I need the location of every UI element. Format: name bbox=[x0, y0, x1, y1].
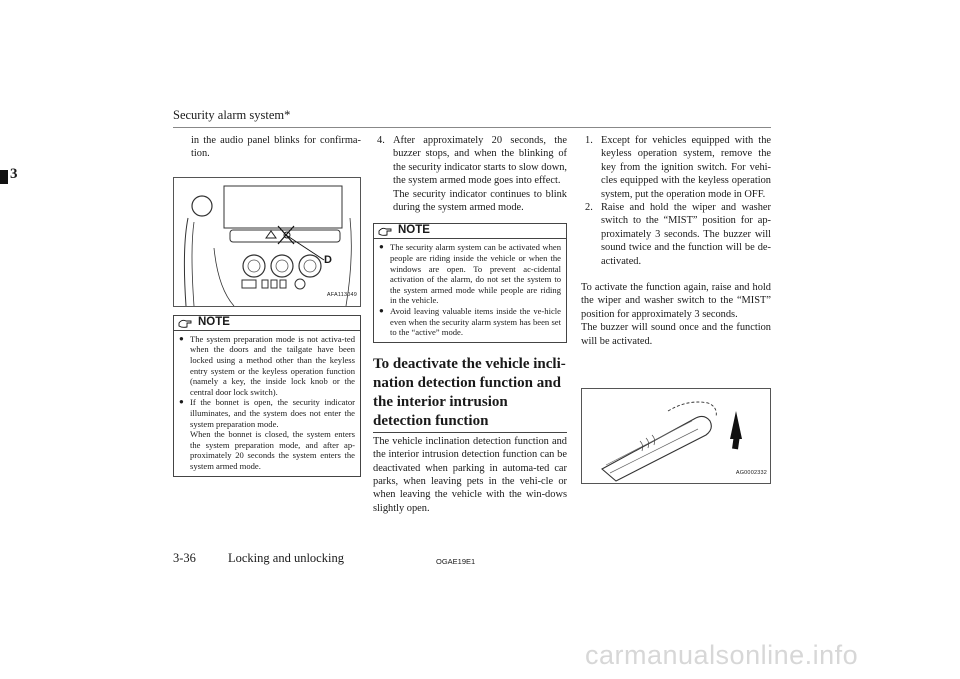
column-3 bbox=[581, 134, 771, 484]
step-number: 4. bbox=[377, 135, 385, 146]
note-title: NOTE bbox=[398, 224, 430, 237]
page-number: 3-36 bbox=[173, 551, 196, 565]
header-rule bbox=[173, 127, 771, 128]
figure-callout-d: D bbox=[324, 253, 332, 266]
hand-note-icon bbox=[178, 318, 192, 329]
note-bullet-continuation: When the bonnet is closed, the system enters the system preparation mode, and after ap-proximately 20 seconds the system enters the system armed mode. bbox=[190, 429, 355, 471]
dashboard-figure bbox=[173, 177, 361, 307]
bullet-icon: ● bbox=[379, 306, 384, 315]
step-text: After approximately 20 seconds, the buzzer stops, and when the blinking of the security indicator starts to slow down, the system armed mode goes into effect. bbox=[393, 135, 567, 187]
page-header: Security alarm system* bbox=[173, 108, 291, 122]
note-bullet bbox=[179, 397, 355, 471]
column-2 bbox=[373, 134, 567, 515]
watermark: carmanualsonline.info bbox=[585, 640, 859, 670]
note-body bbox=[174, 331, 360, 476]
note-header bbox=[174, 316, 360, 331]
chapter-tab-marker bbox=[0, 170, 8, 184]
hand-note-icon bbox=[378, 226, 392, 237]
bullet-icon: ● bbox=[379, 242, 384, 252]
step-item bbox=[373, 134, 567, 214]
note-bullet-text: The security alarm system can be activated when people are riding inside the vehicle or when the windows are open. To prevent ac-cidental activation of the alarm, do not set the system to the system armed mode while people are riding in the vehicle. bbox=[390, 242, 561, 306]
figure-code: AG0002332 bbox=[735, 469, 767, 476]
step-text: Raise and hold the wiper and washer switch to the “MIST” position for ap-proximately 3 seconds. The buzzer will sound twice and the function will be de-activated. bbox=[601, 202, 771, 267]
note-bullet bbox=[179, 334, 355, 398]
bullet-icon: ● bbox=[179, 333, 184, 343]
wiper-switch-figure bbox=[581, 388, 771, 484]
document-code: OGAE19E1 bbox=[436, 557, 476, 566]
paragraph: The buzzer will sound once and the function will be activated. bbox=[581, 322, 771, 347]
section-heading: To deactivate the vehicle incli-nation detection function and the interior intrusion detection function bbox=[373, 355, 567, 433]
step-continuation: The security indicator continues to blink during the system armed mode. bbox=[393, 188, 567, 214]
chapter-number: 3 bbox=[10, 166, 18, 182]
note-body bbox=[374, 239, 566, 341]
step-item bbox=[581, 201, 771, 268]
note-bullet-text: Avoid leaving valuable items inside the ve-hicle even when the security alarm system has been set to the “active” mode. bbox=[390, 306, 561, 338]
note-bullet-text: If the bonnet is open, the security indicator illuminates, and the system does not enter the system preparation mode. bbox=[190, 397, 355, 429]
note-box-1 bbox=[173, 315, 361, 477]
intro-text: in the audio panel blinks for confirma-tion. bbox=[191, 135, 361, 160]
section-body: The vehicle inclination detection function and the interior intrusion detection function can be deactivated when parking in automa-ted car parks, when leaving pets in the vehi-cle or when leaving the vehicle with the win-dows slightly open. bbox=[373, 435, 567, 514]
bullet-icon: ● bbox=[179, 397, 184, 407]
column-1 bbox=[173, 134, 361, 477]
step-number: 1. bbox=[585, 135, 593, 146]
note-bullet bbox=[379, 306, 561, 338]
note-box-2 bbox=[373, 223, 567, 342]
paragraph: To activate the function again, raise and hold the wiper and washer switch to the “MIST” position for approximately 3 seconds. bbox=[581, 282, 771, 320]
footer-chapter-title: Locking and unlocking bbox=[228, 551, 344, 565]
dashboard-illustration bbox=[174, 178, 360, 306]
note-bullet-text: The system preparation mode is not activa-ted when the doors and the tailgate have been locked using a method other than the keyless entry system or the keyless operation function (namely a key, the inside lock knob or the central door lock switch). bbox=[190, 333, 355, 397]
figure-code: AFA113049 bbox=[326, 292, 357, 299]
step-text: Except for vehicles equipped with the keyless operation system, remove the key from the ignition switch. For vehi-cles equipped with the keyless operation system, put the operation mode in OFF. bbox=[601, 135, 771, 200]
note-bullet bbox=[379, 242, 561, 306]
step-number: 2. bbox=[585, 202, 593, 214]
note-title: NOTE bbox=[198, 315, 230, 328]
step-item bbox=[581, 134, 771, 201]
note-header bbox=[374, 224, 566, 239]
